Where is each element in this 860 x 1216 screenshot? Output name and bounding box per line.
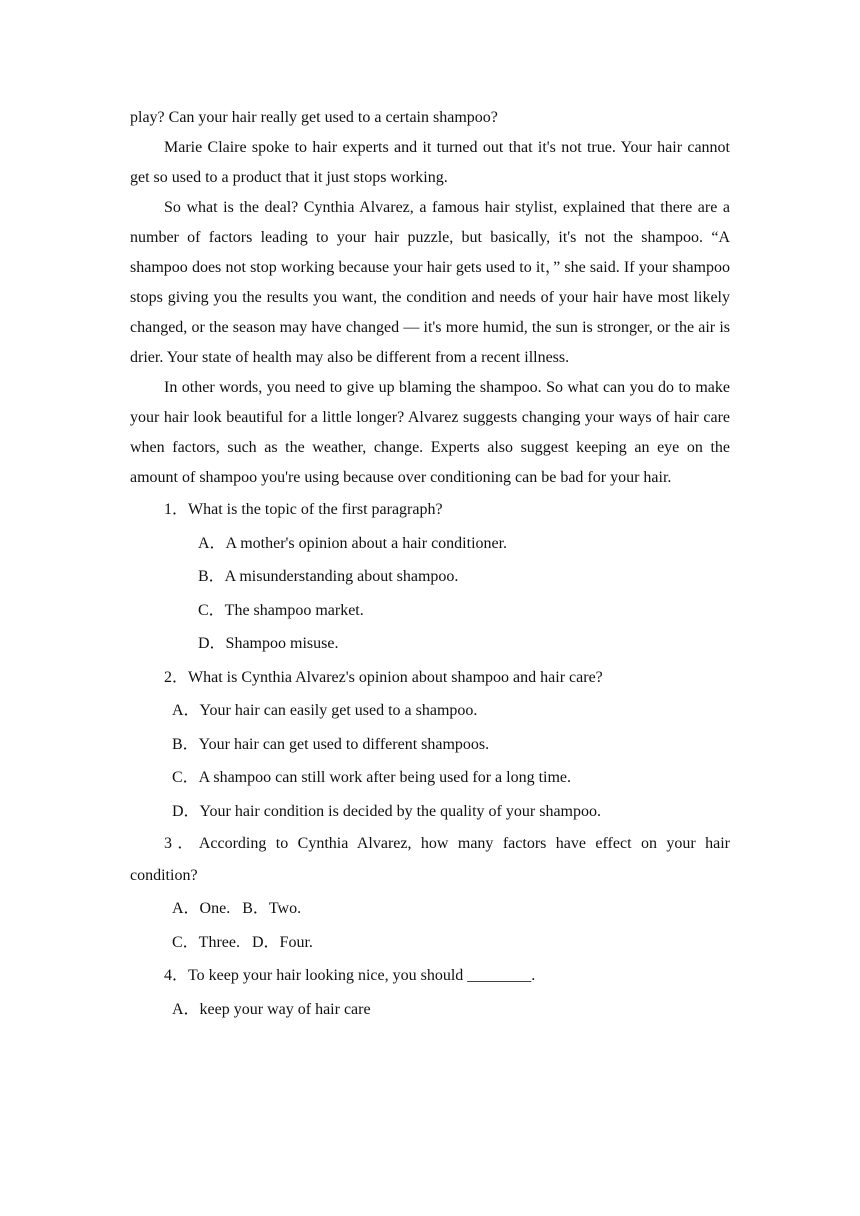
question-1-option-d: D．Shampoo misuse. (198, 635, 339, 652)
question-1 (130, 493, 730, 661)
question-1-option-b: B．A misunderstanding about shampoo. (198, 568, 459, 585)
question-1-option-c: C．The shampoo market. (198, 601, 364, 619)
question-3 (130, 828, 730, 959)
question-2-option-a: A．Your hair can easily get used to a shampoo. (172, 702, 478, 719)
question-4 (130, 959, 730, 1026)
page-content (130, 103, 730, 1026)
question-1-option-a: A．A mother's opinion about a hair conditioner. (198, 534, 508, 552)
passage-paragraph-3: So what is the deal? Cynthia Alvarez, a famous hair stylist, explained that there are a number of factors leading to your hair puzzle, but basically, it's not the shampoo. “A shampoo does not stop working because your hair gets used to it，” she said. If your shampoo stops giving you the results you want, the condition and needs of your hair have most likely changed, or the season may have changed — it's more humid, the sun is stronger, or the air is drier. Your state of health may also be different from a recent illness. (130, 199, 730, 366)
question-4-option-a: A．keep your way of hair care (172, 1000, 371, 1018)
passage-paragraph-2: Marie Claire spoke to hair experts and it turned out that it's not true. Your hair cannot get so used to a product that it just stops working. (130, 139, 730, 186)
question-3-options-row-2 (130, 926, 730, 960)
question-2 (130, 661, 730, 829)
question-3-option-d: D．Four. (251, 933, 313, 951)
question-3-option-a: A．One. (172, 900, 231, 917)
question-2-option-b: B．Your hair can get used to different shampoos. (172, 735, 490, 753)
question-2-option-c: C．A shampoo can still work after being used for a long time. (172, 769, 572, 786)
question-4-stem: 4．To keep your hair looking nice, you should ________. (164, 967, 536, 984)
question-1-stem: 1．What is the topic of the first paragraph? (164, 501, 443, 518)
question-3-stem: 3．According to Cynthia Alvarez, how many factors have effect on your hair condition? (130, 835, 730, 884)
question-2-option-d: D．Your hair condition is decided by the quality of your shampoo. (172, 802, 601, 820)
question-3-options-row-1 (130, 892, 730, 926)
question-3-option-c: C．Three. (172, 933, 240, 951)
passage-paragraph-4: In other words, you need to give up blaming the shampoo. So what can you do to make your hair look beautiful for a little longer? Alvarez suggests changing your ways of hair care when factors, such as the weather, change. Experts also suggest keeping an eye on the amount of shampoo you're using because over conditioning can be bad for your hair. (130, 379, 730, 486)
question-2-stem: 2．What is Cynthia Alvarez's opinion about shampoo and hair care? (164, 668, 603, 686)
passage-paragraph-continued: play? Can your hair really get used to a certain shampoo? (130, 109, 498, 126)
question-3-option-b: B．Two. (242, 900, 302, 917)
